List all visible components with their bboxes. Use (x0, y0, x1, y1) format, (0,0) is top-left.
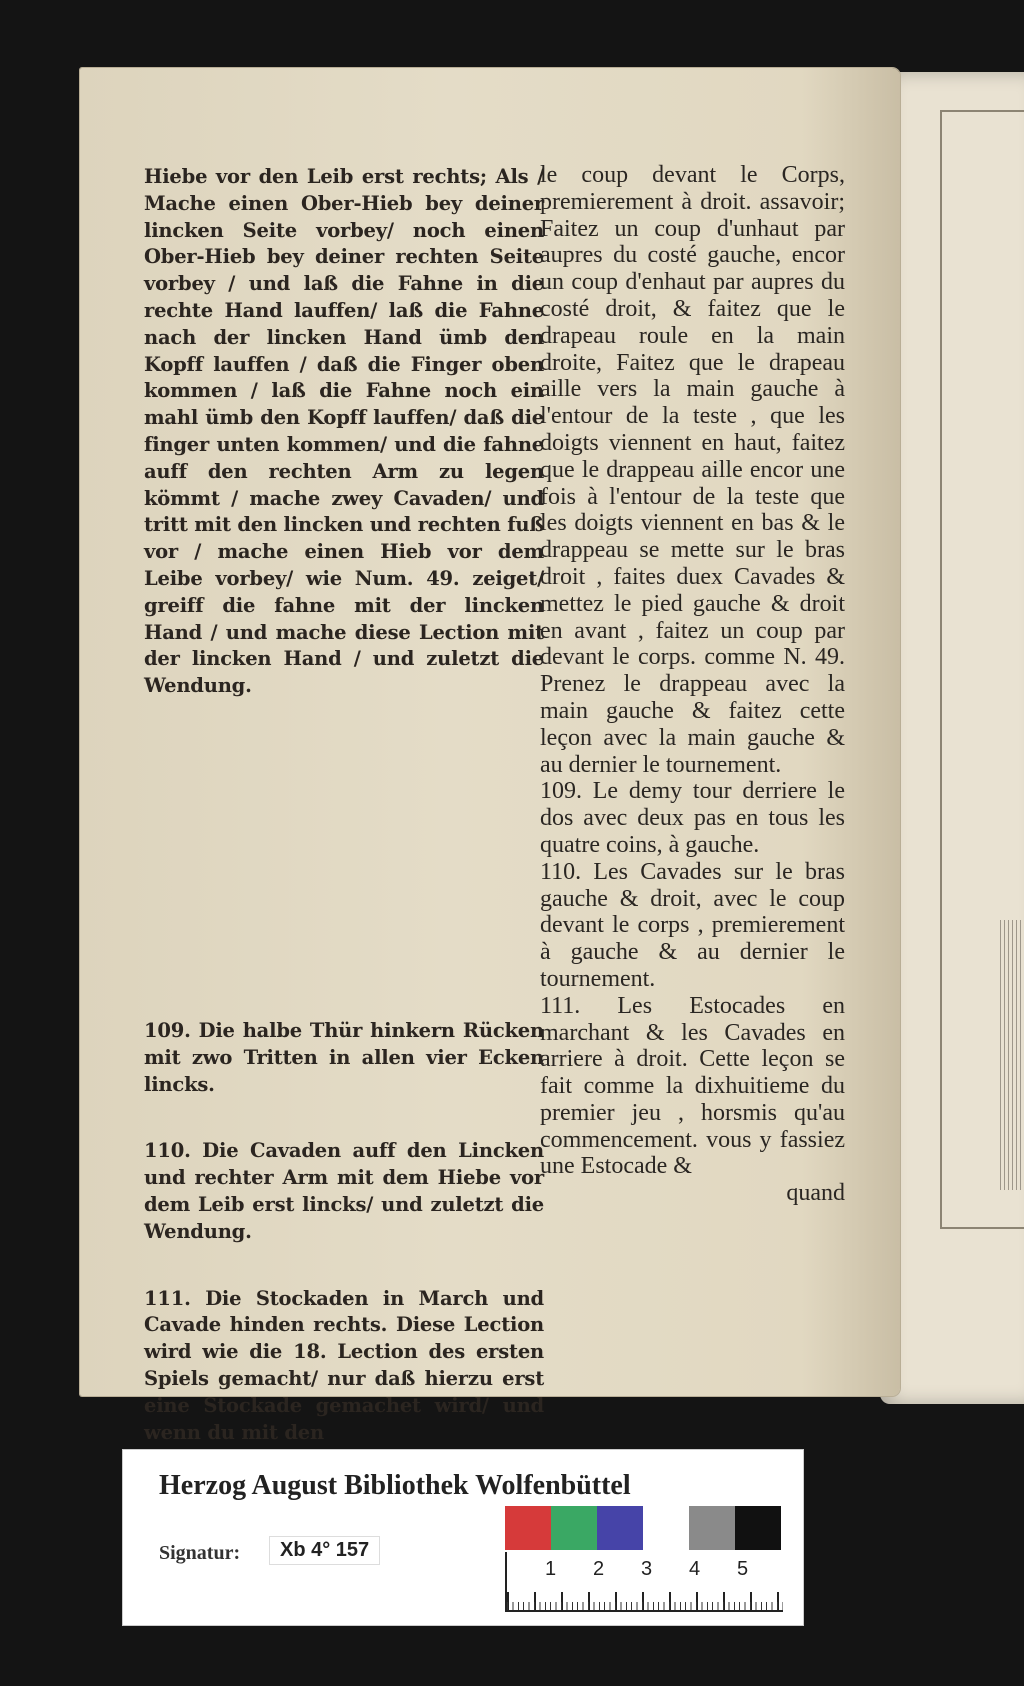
swatch-red (505, 1506, 551, 1550)
swatch-black (735, 1506, 781, 1550)
german-paragraph-110: 110. Die Cavaden auff den Lincken und rechter Arm mit dem Hiebe vor dem Leib erst lincks/ und zuletzt die Wendung. (144, 1139, 544, 1243)
library-label-card (122, 1449, 804, 1626)
german-column (144, 164, 544, 1446)
color-calibration-strip (505, 1506, 781, 1550)
german-paragraph: Hiebe vor den Leib erst rechts; Als / Mache einen Ober-Hieb bey deiner lincken Seite vorbey/ noch einen Ober-Hieb bey deiner rechten Seite vorbey / und laß die Fahne in die rechte Hand lauffen/ laß die Fahne nach der lincken Hand ümb den Kopff lauffen / daß die Finger oben kommen / laß die Fahne noch ein mahl ümb den Kopff lauffen/ daß die finger unten kommen/ und die fahne auff den rechten Arm zu legen kömmt / mache zwey Cavaden/ und tritt mit den lincken und rechten fuß vor / mache einen Hieb vor dem Leibe vorbey/ wie Num. 49. zeiget/ greiff die fahne mit der lincken Hand / und mache diese Lection mit der lincken Hand / und zuletzt die Wendung. (144, 165, 544, 698)
engraving-figure (1000, 920, 1024, 1190)
scale-ruler (505, 1552, 783, 1612)
catchword: quand (786, 1180, 845, 1207)
german-paragraph-111: 111. Die Stockaden in March und Cavade hinden rechts. Diese Lection wird wie die 18. Lection des ersten Spiels gemacht/ nur daß hierzu erst eine Stockade gemachet wird/ und wenn du mit den (144, 1286, 544, 1444)
french-paragraph: le coup devant le Corps, premierement à droit. assavoir; Faitez un coup d'unhaut par aupres du costé gauche, encor un coup d'enhaut par aupres du costé droit, & faitez que le drapeau roule en la main droite, Faitez que le drapeau aille vers la main gauche à l'entour de la teste , que les doigts viennent en haut, faitez que le drappeau aille encor une fois à l'entour de la teste que les doigts viennent en bas & le drappeau se mette sur le bras droit , faites duex Cavades & mettez le pied gauche & droit en avant , faitez un coup par devant le corps. comme N. 49. Prenez le drappeau avec la main gauche & faitez cette leçon avec la main gauche & au dernier le tournement. (540, 162, 845, 778)
french-paragraph-110: 110. Les Cavades sur le bras gauche & droit, avec le coup devant le corps , premierement à gauche & au dernier le tournement. (540, 858, 845, 992)
ruler-number: 4 (689, 1558, 701, 1580)
signature-label: Signatur: (159, 1542, 241, 1564)
ruler-number: 1 (545, 1558, 557, 1580)
ruler-number: 5 (737, 1558, 749, 1580)
swatch-blue (597, 1506, 643, 1550)
signature-value: Xb 4° 157 (269, 1536, 380, 1565)
library-name: Herzog August Bibliothek Wolfenbüttel (159, 1470, 631, 1501)
swatch-white (643, 1506, 689, 1550)
french-paragraph-109: 109. Le demy tour derriere le dos avec deux pas en tous les quatre coins, à gauche. (540, 778, 845, 858)
french-column (540, 162, 845, 1207)
german-paragraph-109: 109. Die halbe Thür hinkern Rücken mit zwo Tritten in allen vier Ecken lincks. (144, 1019, 544, 1096)
french-paragraph-111: 111. Les Estocades en marchant & les Cavades en arriere à droit. Cette leçon se fait comme la dixhuitieme du premier jeu , horsmis qu'au commencement. vous y fassiez une Estocade & (540, 992, 845, 1180)
ruler-number: 3 (641, 1558, 653, 1580)
swatch-gray (689, 1506, 735, 1550)
swatch-green (551, 1506, 597, 1550)
ruler-number: 2 (593, 1558, 605, 1580)
